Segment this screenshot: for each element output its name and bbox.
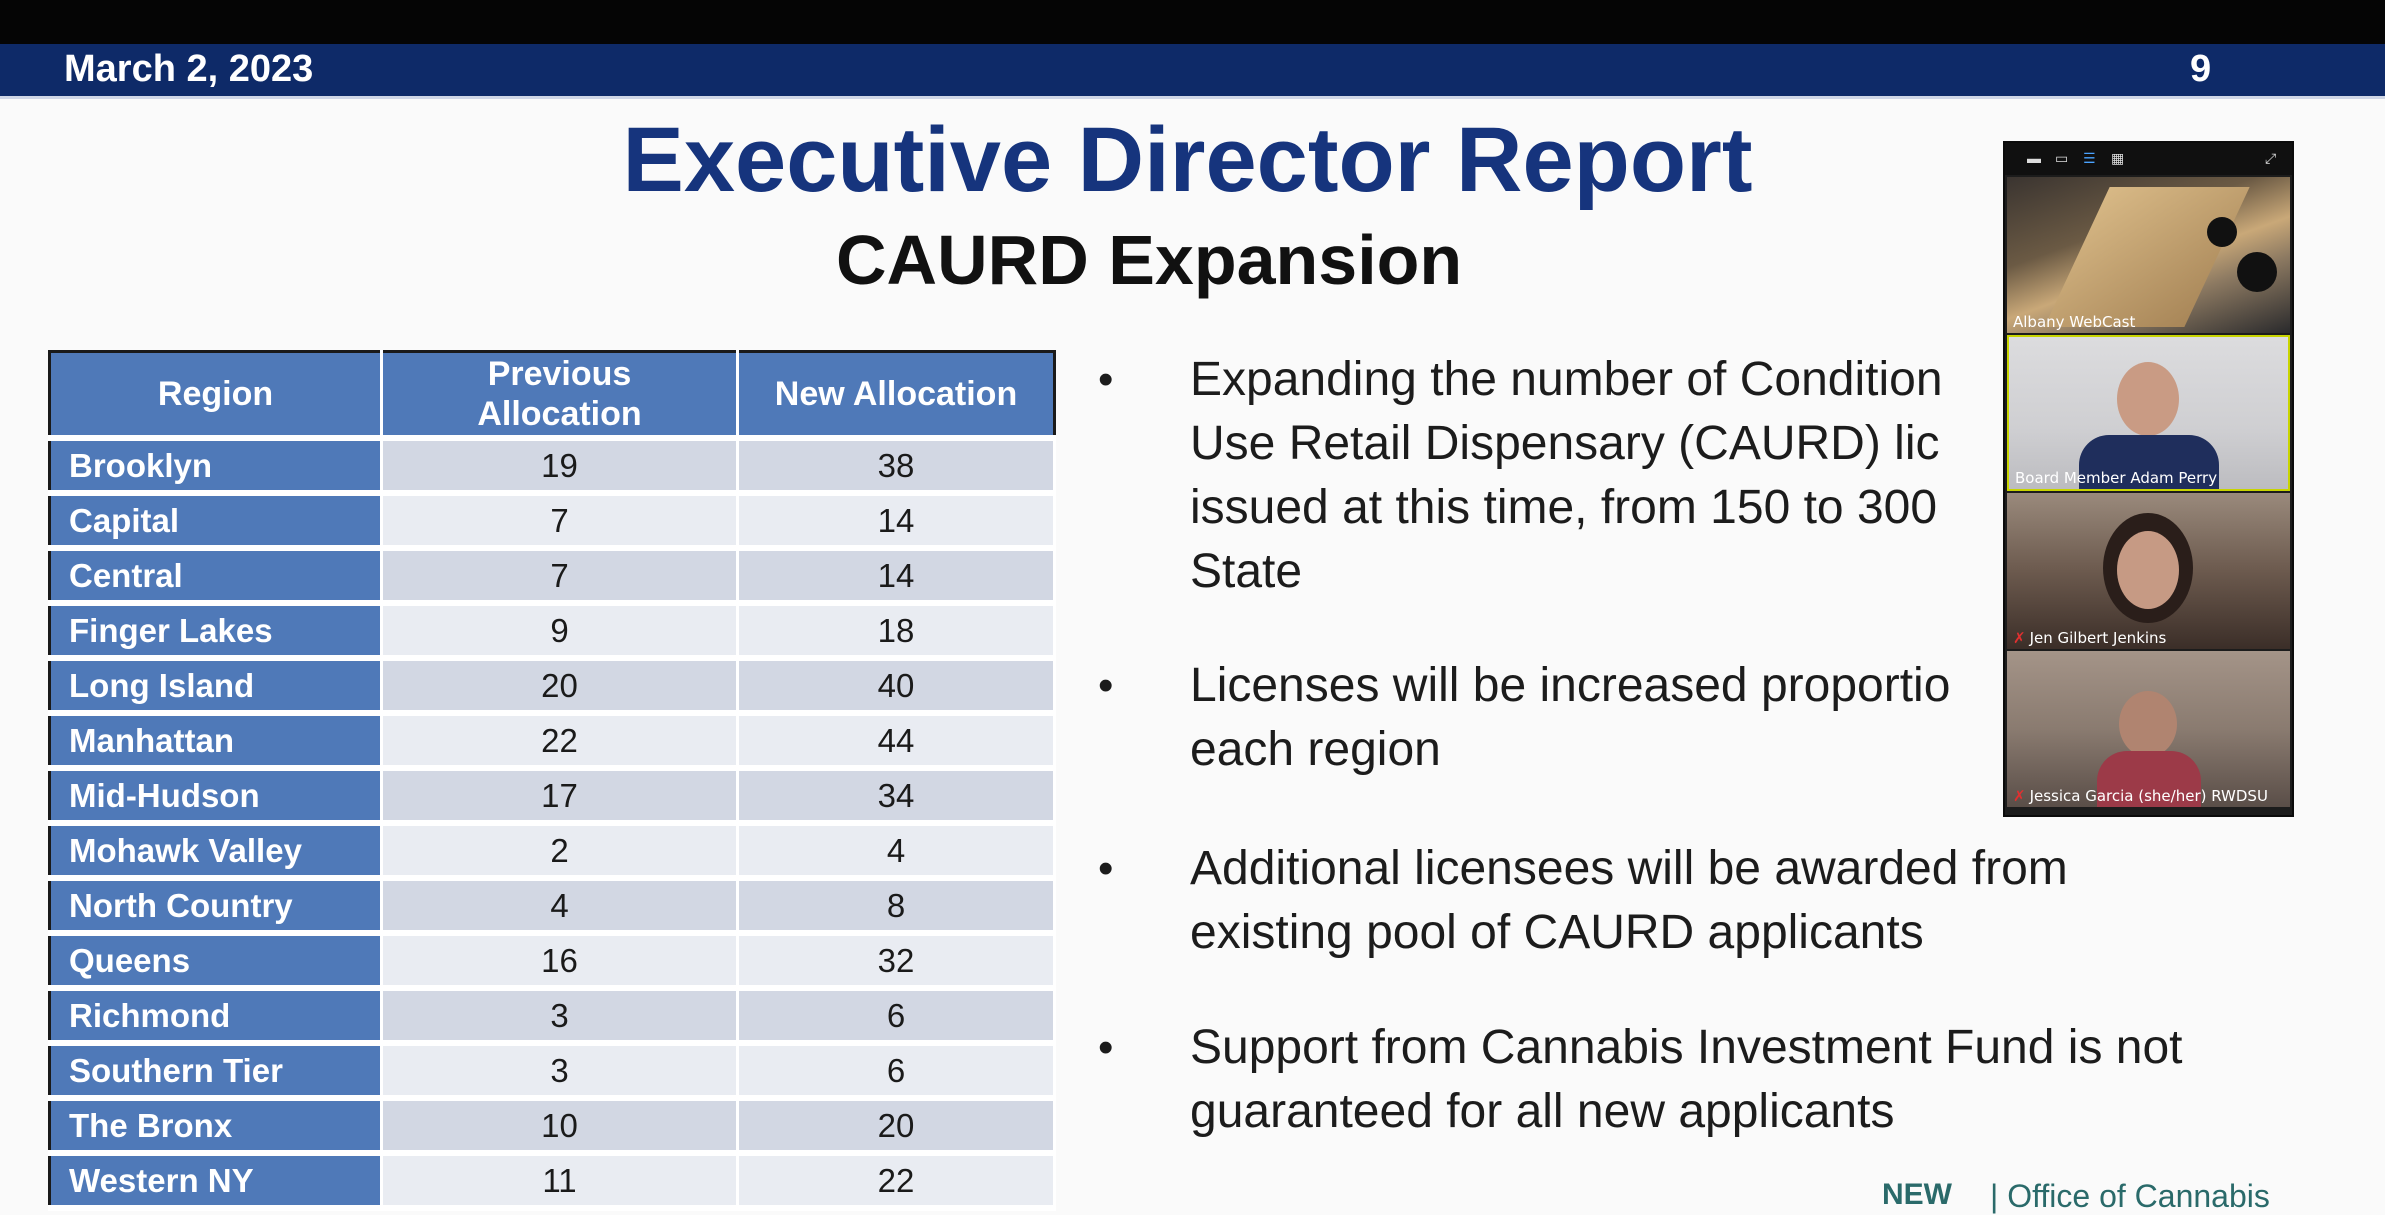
previous-allocation-cell: 20 [382,658,738,713]
previous-allocation-cell: 16 [382,933,738,988]
table-row [50,713,1055,768]
table-row [50,548,1055,603]
table-row [50,493,1055,548]
previous-allocation-cell: 3 [382,1043,738,1098]
slide-date: March 2, 2023 [64,48,314,90]
attendee-silhouette [2237,252,2277,292]
new-allocation-cell: 44 [738,713,1055,768]
participant-face [2117,531,2179,609]
bullet-line: issued at this time, from 150 to 300 [1190,481,1938,534]
bullet-line: State [1190,545,1303,598]
region-cell: Brooklyn [50,438,382,493]
bullet-dot-icon: • [1098,1023,1114,1072]
region-cell: North Country [50,878,382,933]
column-header-region: Region [50,352,382,439]
participant-tile[interactable] [2007,493,2290,649]
table-row [50,1098,1055,1153]
bullet-dot-icon: • [1098,844,1114,893]
slide-header-bar [0,44,2385,99]
table-row [50,988,1055,1043]
attendee-silhouette [2207,217,2237,247]
new-allocation-cell: 8 [738,878,1055,933]
table-row [50,658,1055,713]
video-call-panel [2003,141,2294,817]
footer-org-name: | Office of Cannabis [1990,1178,2270,1214]
region-cell: The Bronx [50,1098,382,1153]
new-allocation-cell: 22 [738,1153,1055,1208]
new-allocation-cell: 38 [738,438,1055,493]
new-allocation-cell: 4 [738,823,1055,878]
previous-allocation-cell: 19 [382,438,738,493]
mic-muted-icon: ✗ [2013,787,2026,805]
new-allocation-cell: 6 [738,988,1055,1043]
column-header-new: New Allocation [738,352,1055,439]
top-black-bar [0,0,2385,44]
region-cell: Long Island [50,658,382,713]
video-panel-toolbar [2005,143,2292,175]
region-cell: Mid-Hudson [50,768,382,823]
region-cell: Mohawk Valley [50,823,382,878]
slide-title: Executive Director Report [622,109,1753,211]
region-cell: Capital [50,493,382,548]
participant-tile[interactable] [2007,651,2290,807]
conference-table [2044,187,2249,327]
participant-name: Board Member Adam Perry [2015,469,2218,487]
previous-allocation-cell: 7 [382,548,738,603]
bullet-line: Additional licensees will be awarded from [1190,842,2068,895]
region-cell: Finger Lakes [50,603,382,658]
previous-allocation-cell: 22 [382,713,738,768]
table-row [50,878,1055,933]
previous-allocation-cell: 10 [382,1098,738,1153]
participant-tile[interactable] [2007,335,2290,491]
table-row [50,1043,1055,1098]
table-row [50,438,1055,493]
bullet-line: Licenses will be increased proportio [1190,659,1951,712]
bullet-line: guaranteed for all new applicants [1190,1085,1895,1138]
column-header-previous: Previous Allocation [382,352,738,439]
ny-state-logo: NEW [1882,1178,1952,1211]
region-cell: Queens [50,933,382,988]
bullet-line: Expanding the number of Condition [1190,353,1943,406]
table-row [50,933,1055,988]
new-allocation-cell: 18 [738,603,1055,658]
participant-tile[interactable] [2007,177,2290,333]
table-row [50,768,1055,823]
mic-muted-icon: ✗ [2013,629,2026,647]
participant-face [2119,691,2177,757]
previous-allocation-cell: 4 [382,878,738,933]
previous-allocation-cell: 7 [382,493,738,548]
table-row [50,603,1055,658]
gallery-view-icon[interactable]: ▦ [2111,150,2125,166]
speaker-view-icon[interactable]: ▭ [2055,150,2069,166]
new-allocation-cell: 32 [738,933,1055,988]
bullet-dot-icon: • [1098,661,1114,710]
bullet-line: Support from Cannabis Investment Fund is not [1190,1021,2183,1074]
previous-allocation-cell: 9 [382,603,738,658]
table-header-row [50,352,1055,439]
participant-name: ✗ Jessica Garcia (she/her) RWDSU [2013,787,2268,805]
region-cell: Western NY [50,1153,382,1208]
new-allocation-cell: 34 [738,768,1055,823]
bullet-line: existing pool of CAURD applicants [1190,906,1924,959]
new-allocation-cell: 6 [738,1043,1055,1098]
region-cell: Manhattan [50,713,382,768]
previous-allocation-cell: 3 [382,988,738,1043]
participant-name: Albany WebCast [2013,313,2136,331]
region-cell: Southern Tier [50,1043,382,1098]
region-cell: Central [50,548,382,603]
allocation-table [48,350,1056,1211]
fullscreen-icon[interactable]: ⤢ [2265,150,2277,166]
minimize-icon[interactable]: ▬ [2027,150,2041,166]
region-cell: Richmond [50,988,382,1043]
participant-face [2117,362,2179,436]
new-allocation-cell: 14 [738,548,1055,603]
slide-subtitle: CAURD Expansion [836,221,1463,299]
bullet-line: Use Retail Dispensary (CAURD) lic [1190,417,1940,470]
new-allocation-cell: 14 [738,493,1055,548]
table-row [50,823,1055,878]
new-allocation-cell: 20 [738,1098,1055,1153]
new-allocation-cell: 40 [738,658,1055,713]
previous-allocation-cell: 11 [382,1153,738,1208]
previous-allocation-cell: 2 [382,823,738,878]
bullet-text [1190,1016,2360,1144]
previous-allocation-cell: 17 [382,768,738,823]
bullet-text [1190,837,2360,965]
strip-view-icon[interactable]: ☰ [2083,150,2096,166]
slide-page-number: 9 [2190,48,2212,90]
bullet-line: each region [1190,723,1441,776]
participant-name: ✗ Jen Gilbert Jenkins [2013,629,2167,647]
bullet-dot-icon: • [1098,355,1114,404]
